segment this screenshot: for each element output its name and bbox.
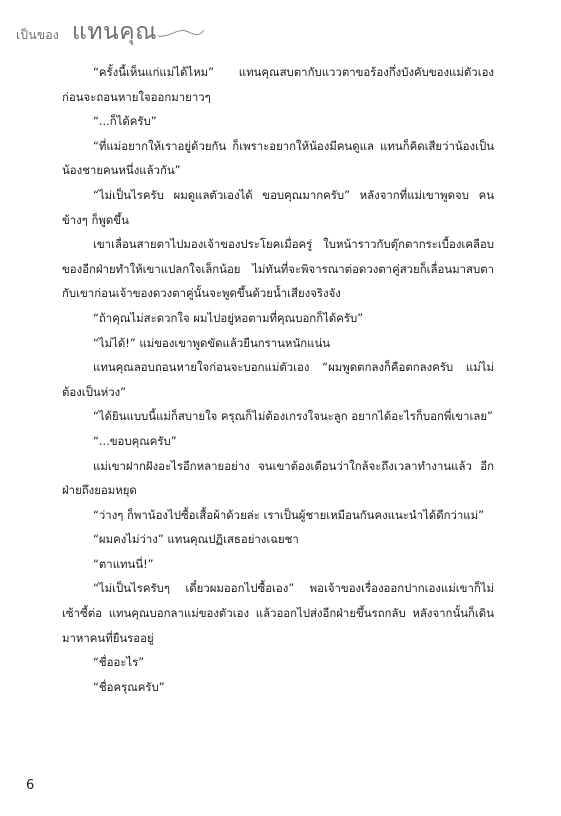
- paragraph: “ที่แม่อยากให้เราอยู่ด้วยกัน ก็เพราะอยากให้น้องมีคนดูแล แทนก็คิดเสียว่าน้องเป็นน้องชายคนหนึ่งแล้วกัน”: [62, 138, 494, 178]
- paragraph: “ไม่เป็นไรครับๆ เดี๋ยวผมออกไปซื้อเอง” พอเจ้าของเรื่องออกปากเองแม่เขาก็ไม่เซ้าซี้ต่อ แทนคุณบอกลาแม่ของตัวเอง แล้วออกไปส่งอีกฝ่ายขึ้นรถกลับ หลังจากนั้นก็เดินมาหาคนที่ยืนรออยู่: [62, 581, 494, 645]
- paragraph: แม่เขาฝากฝังอะไรอีกหลายอย่าง จนเขาต้องเตือนว่าใกล้จะถึงเวลาทำงานแล้ว อีกฝ่ายถึงยอมหยุด: [62, 458, 494, 498]
- paragraph: “ว่างๆ ก็พาน้องไปซื้อเสื้อผ้าด้วยล่ะ เราเป็นผู้ชายเหมือนกันคงแนะนำได้ดีกว่าแม่”: [93, 507, 485, 522]
- series-title-large: แทนคุณ: [72, 19, 157, 45]
- flourish-ornament: [156, 26, 206, 40]
- paragraph: “ตาแทนนี่!”: [93, 556, 154, 571]
- paragraph: “ผมคงไม่ว่าง” แทนคุณปฏิเสธอย่างเฉยชา: [93, 532, 299, 547]
- paragraph: “ชื่อครุณครับ”: [93, 679, 165, 694]
- paragraph: “ครั้งนี้เห็นแก่แม่ได้ไหม” แทนคุณสบตากับแววตาขอร้องกึ่งบังคับของแม่ตัวเอง ก่อนจะถอนหายใจออกมายาวๆ: [62, 65, 494, 104]
- paragraph: เขาเลื่อนสายตาไปมองเจ้าของประโยคเมื่อครู่ ใบหน้าราวกับตุ๊กตากระเบื้องเคลือบของอีกฝ่ายทำให้เขาแปลกใจเล็กน้อย ไม่ทันที่จะพิจารณาต่อดวงตาคู่สวยก็เลื่อนมาสบตากับเขาก่อนเจ้าของดวงตาคู่นั้นจะพูดขึ้นด้วยน้ำเสียงจริงจัง: [62, 237, 494, 301]
- paragraph: “ไม่ได้!” แม่ของเขาพูดขัดแล้วยืนกรานหนักแน่น: [93, 335, 331, 350]
- body-text: [62, 60, 494, 699]
- paragraph: “ถ้าคุณไม่สะดวกใจ ผมไปอยู่หอตามที่คุณบอกก็ได้ครับ”: [93, 310, 364, 325]
- paragraph: “ไม่เป็นไรครับ ผมดูแลตัวเองได้ ขอบคุณมากครับ” หลังจากที่แม่เขาพูดจบ คนข้างๆ ก็พูดขึ้น: [62, 187, 494, 227]
- running-header: [16, 14, 216, 48]
- paragraph: “ได้ยินแบบนี้แม่ก็สบายใจ ครุณก็ไม่ต้องเกรงใจนะลูก อยากได้อะไรก็บอกพี่เขาเลย”: [93, 409, 493, 424]
- paragraph: “...ก็ได้ครับ”: [93, 114, 157, 129]
- paragraph: “ชื่ออะไร”: [93, 655, 145, 670]
- paragraph: แทนคุณลอบถอนหายใจก่อนจะบอกแม่ตัวเอง “ผมพูดตกลงก็คือตกลงครับ แม่ไม่ต้องเป็นห่วง”: [62, 360, 494, 399]
- page-number: 6: [26, 778, 35, 793]
- series-title-small: เป็นของ: [16, 28, 59, 42]
- paragraph: “...ขอบคุณครับ”: [93, 433, 177, 448]
